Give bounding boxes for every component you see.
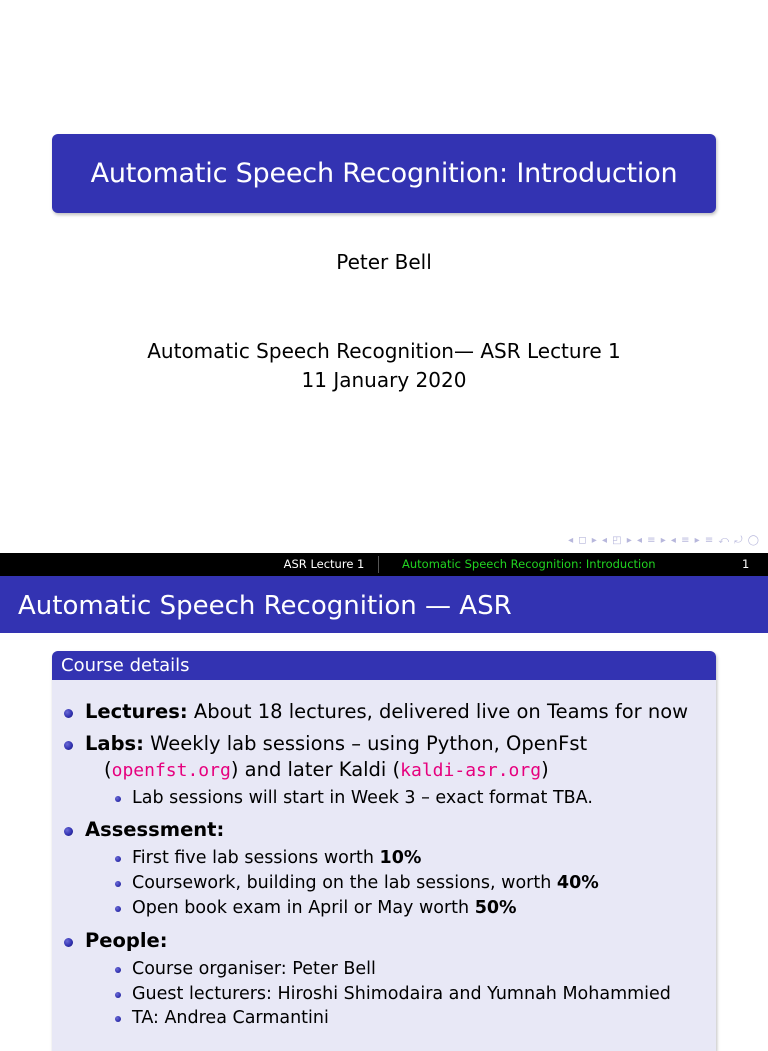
frame-title-bar <box>0 576 768 633</box>
bullet-icon <box>64 827 73 836</box>
assessment-label: Assessment: <box>85 818 225 841</box>
labs-continuation <box>104 758 549 781</box>
assess-2-weight: 40% <box>556 873 599 893</box>
people-3-text: TA: Andrea Carmantini <box>132 1008 329 1028</box>
people-label: People: <box>85 929 168 952</box>
date-line: 11 January 2020 <box>301 368 467 392</box>
assess-2-text: Coursework, building on the lab sessions, worth <box>132 873 557 893</box>
bullet-icon <box>64 938 73 947</box>
bullet-icon <box>64 709 73 718</box>
author: Peter Bell <box>336 250 432 274</box>
sub-bullet-icon <box>115 906 121 912</box>
footer-page-number: 1 <box>742 557 750 571</box>
footer-title: Automatic Speech Recognition: Introduction <box>402 557 656 571</box>
title-box <box>52 134 716 213</box>
paren-close: ) <box>541 758 549 781</box>
paren-open: ( <box>104 758 112 781</box>
list-subitem-assessment-labs <box>132 848 421 868</box>
sub-bullet-icon <box>115 992 121 998</box>
list-item-people <box>85 929 168 952</box>
list-subitem-assessment-exam <box>132 898 517 918</box>
labs-text: Weekly lab sessions – using Python, OpenFst <box>143 732 588 755</box>
list-item-lectures <box>85 700 688 723</box>
footer-divider <box>378 556 379 573</box>
assess-3-weight: 50% <box>474 898 517 918</box>
assess-1-weight: 10% <box>379 848 422 868</box>
people-2-text: Guest lecturers: Hiroshi Shimodaira and Yumnah Mohammied <box>132 984 671 1004</box>
labs-sub-text: Lab sessions will start in Week 3 – exact format TBA. <box>132 788 593 808</box>
list-subitem-guests <box>132 984 671 1004</box>
kaldi-link[interactable]: kaldi-asr.org <box>400 760 542 781</box>
list-subitem-labs-start <box>132 788 593 808</box>
labs-mid-text: ) and later Kaldi ( <box>230 758 401 781</box>
lectures-text: About 18 lectures, delivered live on Teams for now <box>187 700 689 723</box>
sub-bullet-icon <box>115 856 121 862</box>
presentation-title: Automatic Speech Recognition: Introduction <box>90 158 678 189</box>
sub-bullet-icon <box>115 881 121 887</box>
list-item-assessment <box>85 818 224 841</box>
footer-bar <box>0 553 768 576</box>
lectures-label: Lectures: <box>85 700 188 723</box>
list-subitem-ta <box>132 1008 329 1028</box>
assess-3-text: Open book exam in April or May worth <box>132 898 475 918</box>
sub-bullet-icon <box>115 967 121 973</box>
list-subitem-organiser <box>132 959 376 979</box>
assess-1-text: First five lab sessions worth <box>132 848 380 868</box>
footer-short-title: ASR Lecture 1 <box>270 553 378 576</box>
course-details-block <box>52 651 716 1051</box>
sub-bullet-icon <box>115 1016 121 1022</box>
frame-title: Automatic Speech Recognition — ASR <box>18 591 512 621</box>
beamer-nav-icons[interactable]: ◂ ◻ ▸ ◂ ◰ ▸ ◂ ≡ ▸ ◂ ≡ ▸ ≡ ⤺ ⤾ ◯ <box>568 535 760 546</box>
people-1-text: Course organiser: Peter Bell <box>132 959 376 979</box>
sub-bullet-icon <box>115 796 121 802</box>
list-item-labs <box>85 732 587 755</box>
bullet-icon <box>64 741 73 750</box>
block-title: Course details <box>52 651 716 680</box>
list-subitem-assessment-coursework <box>132 873 599 893</box>
institute-line: Automatic Speech Recognition— ASR Lecture 1 <box>147 339 621 363</box>
labs-label: Labs: <box>85 732 144 755</box>
openfst-link[interactable]: openfst.org <box>111 760 231 781</box>
